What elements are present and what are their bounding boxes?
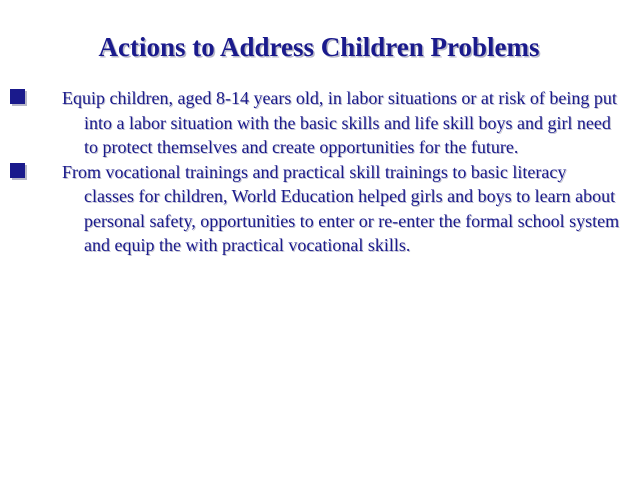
bullet-item: [10, 160, 620, 258]
slide-title: Actions to Address Children Problems: [98, 32, 540, 62]
bullet-list: [10, 86, 620, 258]
square-bullet-icon: [10, 163, 25, 178]
bullet-item: [10, 86, 620, 160]
bullet-text: From vocational trainings and practical skill trainings to basic literacy classes for children, World Education helped girls and boys to learn about personal safety, opportunities to enter or re-enter the formal school system and equip the with practical vocational skills.: [62, 161, 620, 255]
bullet-text: Equip children, aged 8-14 years old, in labor situations or at risk of being put into a labor situation with the basic skills and life skill boys and girl need to protect themselves and create opportunities for the future.: [62, 88, 617, 157]
square-bullet-icon: [10, 89, 25, 104]
